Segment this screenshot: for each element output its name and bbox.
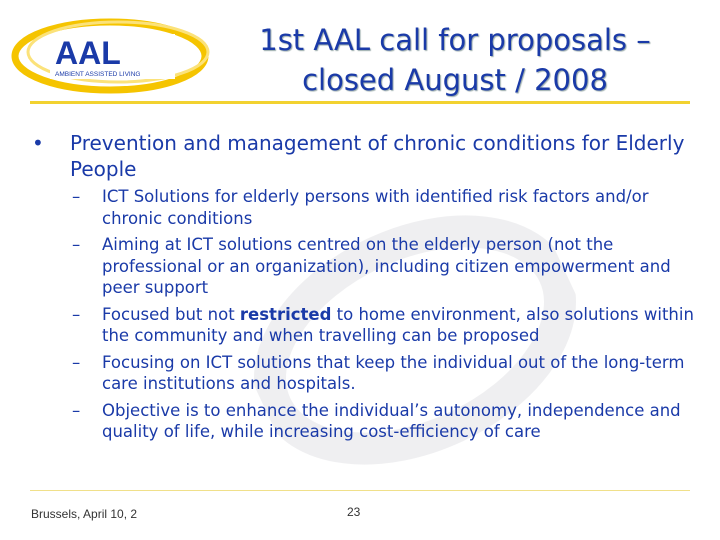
subbullet-list (30, 186, 700, 443)
slide-content (30, 130, 700, 448)
dash-icon: – (72, 304, 81, 324)
subbullet: – ICT Solutions for elderly persons with identified risk factors and/or chronic conditions (72, 187, 649, 228)
page-number: 23 (347, 505, 361, 519)
title-line-1: 1st AAL call for proposals – (259, 23, 651, 57)
bullet-dot-icon: • (32, 131, 44, 155)
title-line-2: closed August / 2008 (302, 63, 608, 97)
subbullet: – Focused but not restricted to home environment, also solutions within the community and when travelling can be proposed (72, 304, 694, 345)
slide-title (215, 20, 695, 100)
svg-text:AAL: AAL (55, 35, 121, 71)
title-divider (30, 101, 690, 104)
svg-text:AMBIENT ASSISTED LIVING: AMBIENT ASSISTED LIVING (55, 71, 141, 78)
footer-divider (30, 490, 690, 491)
dash-icon: – (72, 235, 81, 254)
subbullet: – Objective is to enhance the individual’s autonomy, independence and quality of life, while increasing cost-efficiency of care (72, 400, 681, 441)
bullet-main: • Prevention and management of chronic conditions for Elderly People (32, 131, 685, 181)
aal-logo (10, 12, 215, 97)
dash-icon: – (72, 352, 81, 372)
dash-icon: – (72, 400, 81, 420)
subbullet: – Focusing on ICT solutions that keep the individual out of the long-term care institutions and hospitals. (72, 352, 685, 393)
subbullet: – Aiming at ICT solutions centred on the elderly person (not the professional or an organization), including citizen empowerment and peer support (72, 235, 671, 297)
dash-icon: – (72, 187, 81, 206)
footer-location-date: Brussels, April 10, 2 (31, 507, 138, 521)
